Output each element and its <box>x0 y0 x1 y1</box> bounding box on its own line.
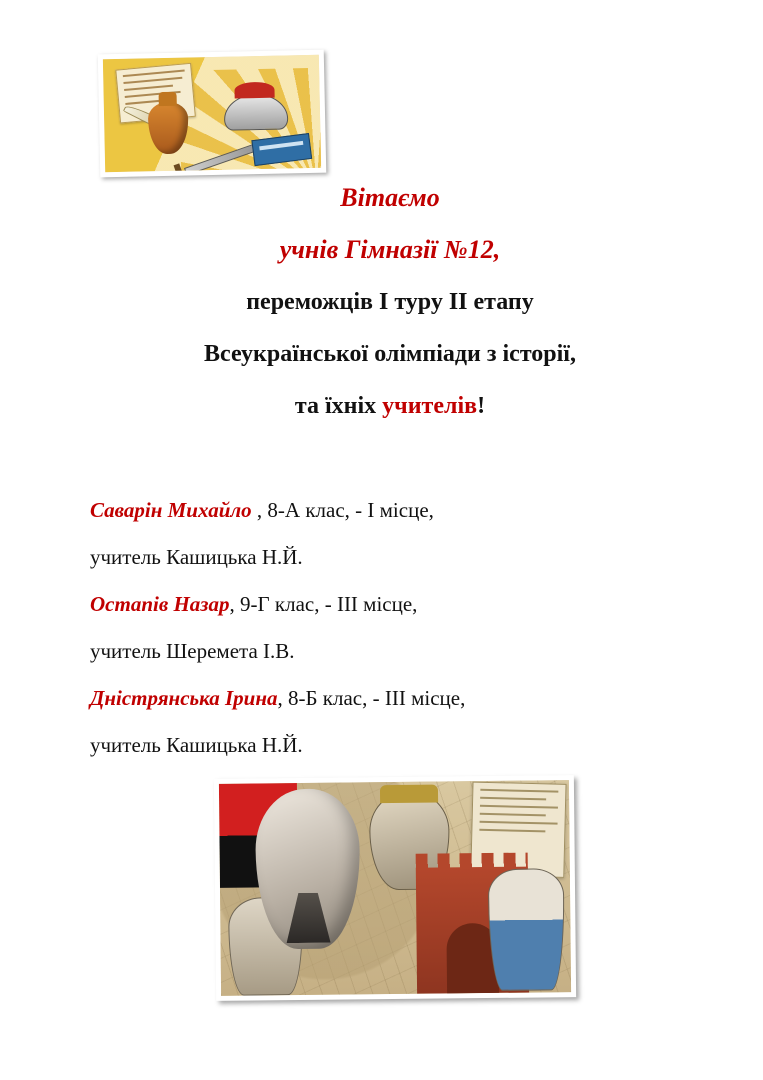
page-title <box>150 172 630 432</box>
winner-teacher: учитель Кашицька Н.Й. <box>90 545 303 569</box>
winner-row <box>90 675 690 722</box>
title-line-5-highlight: учителів <box>382 393 478 419</box>
title-line-4: Всеукраїнської олімпіади з історії, <box>204 341 576 367</box>
winners-list <box>90 487 690 769</box>
title-line-2: учнів Гімназії №12, <box>279 235 501 264</box>
history-collage-image-top <box>98 50 327 178</box>
title-line-5-suffix: ! <box>477 393 486 419</box>
winner-row <box>90 487 690 534</box>
winner-details: , 8-Б клас, - III місце, <box>277 686 466 710</box>
title-line-5-prefix: та їхніх <box>294 393 383 419</box>
winner-row <box>90 581 690 628</box>
top-image-canvas <box>103 55 321 172</box>
winner-name: Остапів Назар <box>90 592 230 616</box>
ukrainian-history-collage-image-bottom <box>214 775 576 1001</box>
winner-name: Дністрянська Ірина <box>90 686 278 710</box>
winner-teacher: учитель Кашицька Н.Й. <box>90 733 303 757</box>
bandera-portrait <box>255 788 361 949</box>
bottom-image-canvas <box>219 780 571 996</box>
title-line-3: переможців I туру II етапу <box>246 289 534 315</box>
title-line-1: Вітаємо <box>340 183 440 212</box>
winner-name: Саварін Михайло <box>90 498 252 522</box>
winner-details: , 9-Г клас, - III місце, <box>229 592 418 616</box>
cossack-figure <box>488 868 565 991</box>
winner-teacher: учитель Шеремета І.В. <box>90 639 295 663</box>
winner-details: , 8-А клас, - I місце, <box>251 498 434 522</box>
title-line-5 <box>150 380 630 432</box>
